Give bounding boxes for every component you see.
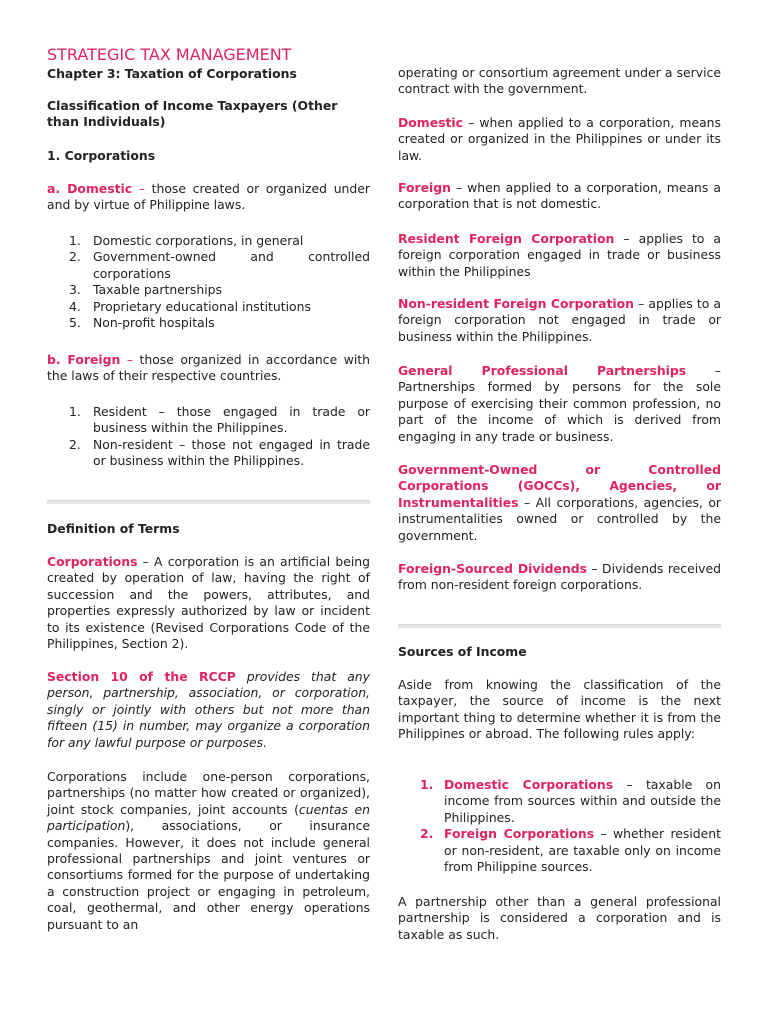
foreign-dash: – xyxy=(120,352,134,367)
sources-list xyxy=(398,777,721,875)
list-item: 1. Domestic corporations, in general xyxy=(69,233,304,248)
foreign-term-definition: Foreign – when applied to a corporation, means a corporation that is not domestic. xyxy=(398,180,721,212)
domestic-definition xyxy=(47,181,370,214)
section10-paragraph xyxy=(47,669,370,751)
gocc-definition: Government-Owned or Controlled Corporations (GOCCs), Agencies, or Instrumentalities – All corporations, agencies, or instrumentalities owned or controlled by the government. xyxy=(398,462,721,543)
gpp-definition: General Professional Partnerships – Partnerships formed by persons for the sole purpose of exercising their common profession, no part of the income of which is derived from engaging in any trade or business. xyxy=(398,363,721,444)
domestic-list xyxy=(47,233,370,331)
corporations-text: – A corporation is an artificial being created by operation of law, having the right of succession and the powers, attributes, and properties expressly authorized by law or incident to its existence (Revised Corporations Code of the Philippines, Section 2). xyxy=(47,554,370,652)
cuentas-term: cuentas en participation xyxy=(47,801,370,834)
corporations-include-paragraph: Corporations include one-person corporations, partnerships (no matter how created or organized), joint stock companies, joint accounts (cuentas en participation), associations, or insurance companies. However, it does not include general professional partnerships and joint ventures or consortiums formed for the purpose of undertaking a construction project or engaging in petroleum, coal, geothermal, and other energy operations pursuant to an xyxy=(47,769,370,932)
section-divider xyxy=(398,624,721,628)
list-item: 1. Resident – those engaged in trade or business within the Philippines. xyxy=(69,404,370,436)
sources-heading: Sources of Income xyxy=(398,644,527,659)
domestic-term-definition: Domestic – when applied to a corporation, means created or organized in the Philippines or under its law. xyxy=(398,115,721,163)
foreign-definition xyxy=(47,352,370,385)
definitions-heading: Definition of Terms xyxy=(47,521,180,536)
document-title: STRATEGIC TAX MANAGEMENT xyxy=(47,45,292,64)
domestic-label: a. Domestic xyxy=(47,181,133,196)
section-divider xyxy=(47,500,370,504)
list-item: 2. Foreign Corporations – whether resident or non-resident, are taxable only on income from Philippine sources. xyxy=(420,826,721,875)
foreign-label: b. Foreign xyxy=(47,352,121,367)
list-item: 2. Government-owned and controlled corporations xyxy=(69,249,370,281)
section10-term: Section 10 of the RCCP xyxy=(47,669,236,684)
rfc-definition: Resident Foreign Corporation – applies to a foreign corporation engaged in trade or business within the Philippines xyxy=(398,231,721,279)
list-item: 1. Domestic Corporations – taxable on income from sources within and outside the Philippines. xyxy=(420,777,721,825)
fsd-definition: Foreign-Sourced Dividends – Dividends received from non-resident foreign corporations. xyxy=(398,561,721,593)
domestic-text: those created or organized under and by virtue of Philippine laws. xyxy=(47,181,370,213)
include-continued: operating or consortium agreement under a service contract with the government. xyxy=(398,65,721,97)
domestic-dash: – xyxy=(132,181,145,196)
foreign-list xyxy=(47,404,370,470)
chapter-heading: Chapter 3: Taxation of Corporations xyxy=(47,66,297,81)
classification-heading: Classification of Income Taxpayers (Other than Individuals) xyxy=(47,98,338,130)
corporations-term: Corporations xyxy=(47,554,138,569)
corporations-definition xyxy=(47,554,370,652)
list-item: 5. Non-profit hospitals xyxy=(69,315,215,331)
section10-text: provides that any person, partnership, association, or corporation, singly or jointly with others but not more than fifteen (15) in number, may organize a corporation for any lawful purpose or purposes. xyxy=(47,669,370,750)
nrfc-definition: Non-resident Foreign Corporation – applies to a foreign corporation not engaged in trade or business within the Philippines. xyxy=(398,296,721,344)
list-item: 4. Proprietary educational institutions xyxy=(69,298,311,314)
list-item: 3. Taxable partnerships xyxy=(69,282,222,298)
foreign-text: those organized in accordance with the laws of their respective countries. xyxy=(47,352,370,384)
partnership-closing: A partnership other than a general professional partnership is considered a corporation and is taxable as such. xyxy=(398,894,721,942)
list-item: 2. Non-resident – those not engaged in trade or business within the Philippines. xyxy=(69,436,370,469)
corporations-heading: 1. Corporations xyxy=(47,148,156,163)
sources-intro: Aside from knowing the classification of the taxpayer, the source of income is the next important thing to determine whether it is from the Philippines or abroad. The following rules apply: xyxy=(398,677,721,742)
